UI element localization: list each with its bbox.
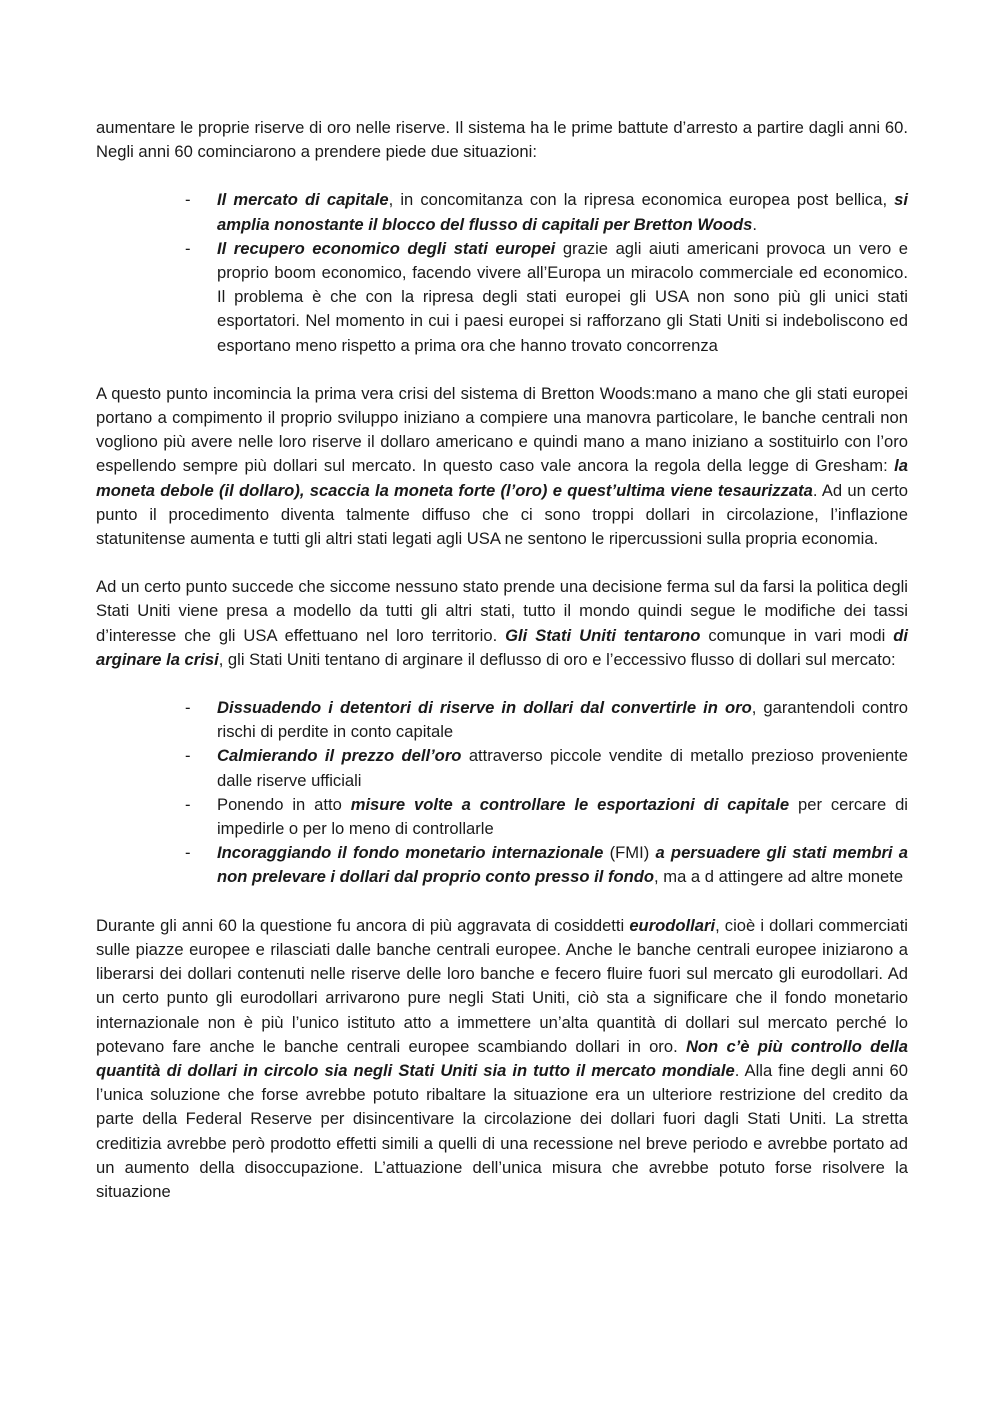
emphasis-text: Incoraggiando il fondo monetario internazionale: [217, 843, 604, 863]
emphasis-text: eurodollari: [629, 915, 716, 935]
body-text: grazie agli aiuti americani provoca un vero e proprio boom economico, facendo vivere all’Europa un miracolo commerciale ed economico. Il problema è che con la ripresa degli stati europei gli USA non sono più gli unici stati esportatori. Nel momento in cui i paesi europei si rafforzano gli Stati Uniti si indeboliscono ed esportano meno rispetto a prima ora che hanno trovato concorrenza: [217, 238, 908, 355]
list-item: [96, 696, 908, 744]
list-item: [96, 744, 908, 792]
body-text: attraverso piccole vendite di metallo prezioso proveniente dalle riserve ufficiali: [217, 746, 909, 790]
emphasis-text: Gli Stati Uniti tentarono: [505, 625, 701, 645]
list-item: [96, 188, 908, 236]
emphasis-text: Calmierando il prezzo dell’oro: [217, 746, 462, 766]
body-text: .: [752, 214, 757, 234]
body-text: , in concomitanza con la ripresa economica europea post bellica,: [388, 190, 895, 210]
body-text: Ad un certo punto succede che siccome nessuno stato prende una decisione ferma sul da farsi la politica degli Stati Uniti viene presa a modello da tutti gli altri stati, tutto il mondo quindi segue le modifiche dei tassi d’interesse che gli USA effettuano nel loro territorio.: [96, 577, 908, 645]
paragraph-intro-text: aumentare le proprie riserve di oro nelle riserve. Il sistema ha le prime battute d’arresto a partire dagli anni 60. Negli anni 60 cominciarono a prendere piede due situazioni:: [96, 118, 908, 162]
emphasis-text: si amplia nonostante il blocco del flusso di capitali per Bretton Woods: [217, 190, 908, 234]
body-text: , cioè i dollari commerciati sulle piazze europee e rilasciati dalle banche centrali europee. Anche le banche centrali europee iniziarono a liberarsi dei dollari contenuti nelle riserve delle loro banche e fecero fluire fuori sul mercato gli eurodollari. Ad un certo punto gli eurodollari arrivarono pure negli Stati Uniti, ciò sta a significare che il fondo monetario internazionale non è più l’unico istituto atto a immettere un’alta quantità di dollari sul mercato perché lo potevano fare anche le banche centrali europee scambiando dollari in oro.: [96, 915, 908, 1056]
body-text: comunque in vari modi: [700, 625, 894, 645]
body-text: per cercare di impedirle o per lo meno di controllarle: [217, 794, 908, 839]
body-text: . Ad un certo punto il procedimento diventa talmente diffuso che ci sono troppi dollari in circolazione, l’inflazione statunitense aumenta e tutti gli altri stati legati agli USA ne sentono le ripercussioni sulla propria economia.: [96, 480, 908, 549]
measures-list: [96, 696, 908, 890]
body-text: , garantendoli contro rischi di perdite in conto capitale: [217, 698, 908, 742]
emphasis-text: a persuadere gli stati membri a non prelevare i dollari dal proprio conto presso il fondo: [217, 843, 909, 887]
emphasis-text: misure volte a controllare le esportazioni di capitale: [350, 794, 790, 814]
list-item: [96, 237, 908, 358]
body-text: A questo punto incomincia la prima vera crisi del sistema di Bretton Woods:mano a mano che gli stati europei portano a compimento il proprio sviluppo iniziano a compiere una manovra particolare, le banche centrali non vogliono più avere nelle loro riserve il dollaro americano e quindi mano a mano iniziano a sostituirlo con l’oro espellendo sempre più dollari sul mercato. In questo caso vale ancora la regola della legge di Gresham:: [96, 383, 908, 476]
emphasis-text: Il recupero economico degli stati europei: [217, 238, 556, 258]
situations-list: [96, 188, 908, 357]
list-item: [96, 793, 908, 841]
body-text: Ponendo in atto: [217, 794, 351, 814]
list-item: [96, 841, 908, 889]
body-text: (FMI): [603, 843, 656, 863]
document-page: [96, 116, 908, 1204]
emphasis-text: Il mercato di capitale: [217, 190, 389, 210]
emphasis-text: Non c’è più controllo della quantità di dollari in circolo sia negli Stati Uniti sia in tutto il mercato mondiale: [96, 1036, 908, 1080]
paragraph-crisis: [96, 382, 908, 551]
body-text: Durante gli anni 60 la questione fu ancora di più aggravata di cosiddetti: [96, 915, 630, 935]
emphasis-text: Dissuadendo i detentori di riserve in dollari dal convertirle in oro: [217, 698, 752, 718]
emphasis-text: la moneta debole (il dollaro), scaccia la moneta forte (l’oro) e quest’ultima viene tesaurizzata: [96, 456, 908, 500]
body-text: , ma a d attingere ad altre monete: [654, 867, 904, 887]
paragraph-eurodollars: [96, 914, 908, 1204]
paragraph-usa-policy: [96, 575, 908, 672]
body-text: , gli Stati Uniti tentano di arginare il deflusso di oro e l’eccessivo flusso di dollari sul mercato:: [218, 649, 896, 669]
emphasis-text: di arginare la crisi: [96, 625, 909, 669]
paragraph-intro: [96, 116, 908, 164]
body-text: . Alla fine degli anni 60 l’unica soluzione che forse avrebbe potuto ribaltare la situazione era un ulteriore restrizione del credito da parte della Federal Reserve per disincentivare la circolazione dei dollari fuori dagli Stati Uniti. La stretta creditizia avrebbe però prodotto effetti simili a quelli di una recessione nel breve periodo e avrebbe portato ad un aumento della disoccupazione. L’attuazione dell’unica misura che avrebbe potuto forse risolvere la situazione: [96, 1060, 908, 1201]
